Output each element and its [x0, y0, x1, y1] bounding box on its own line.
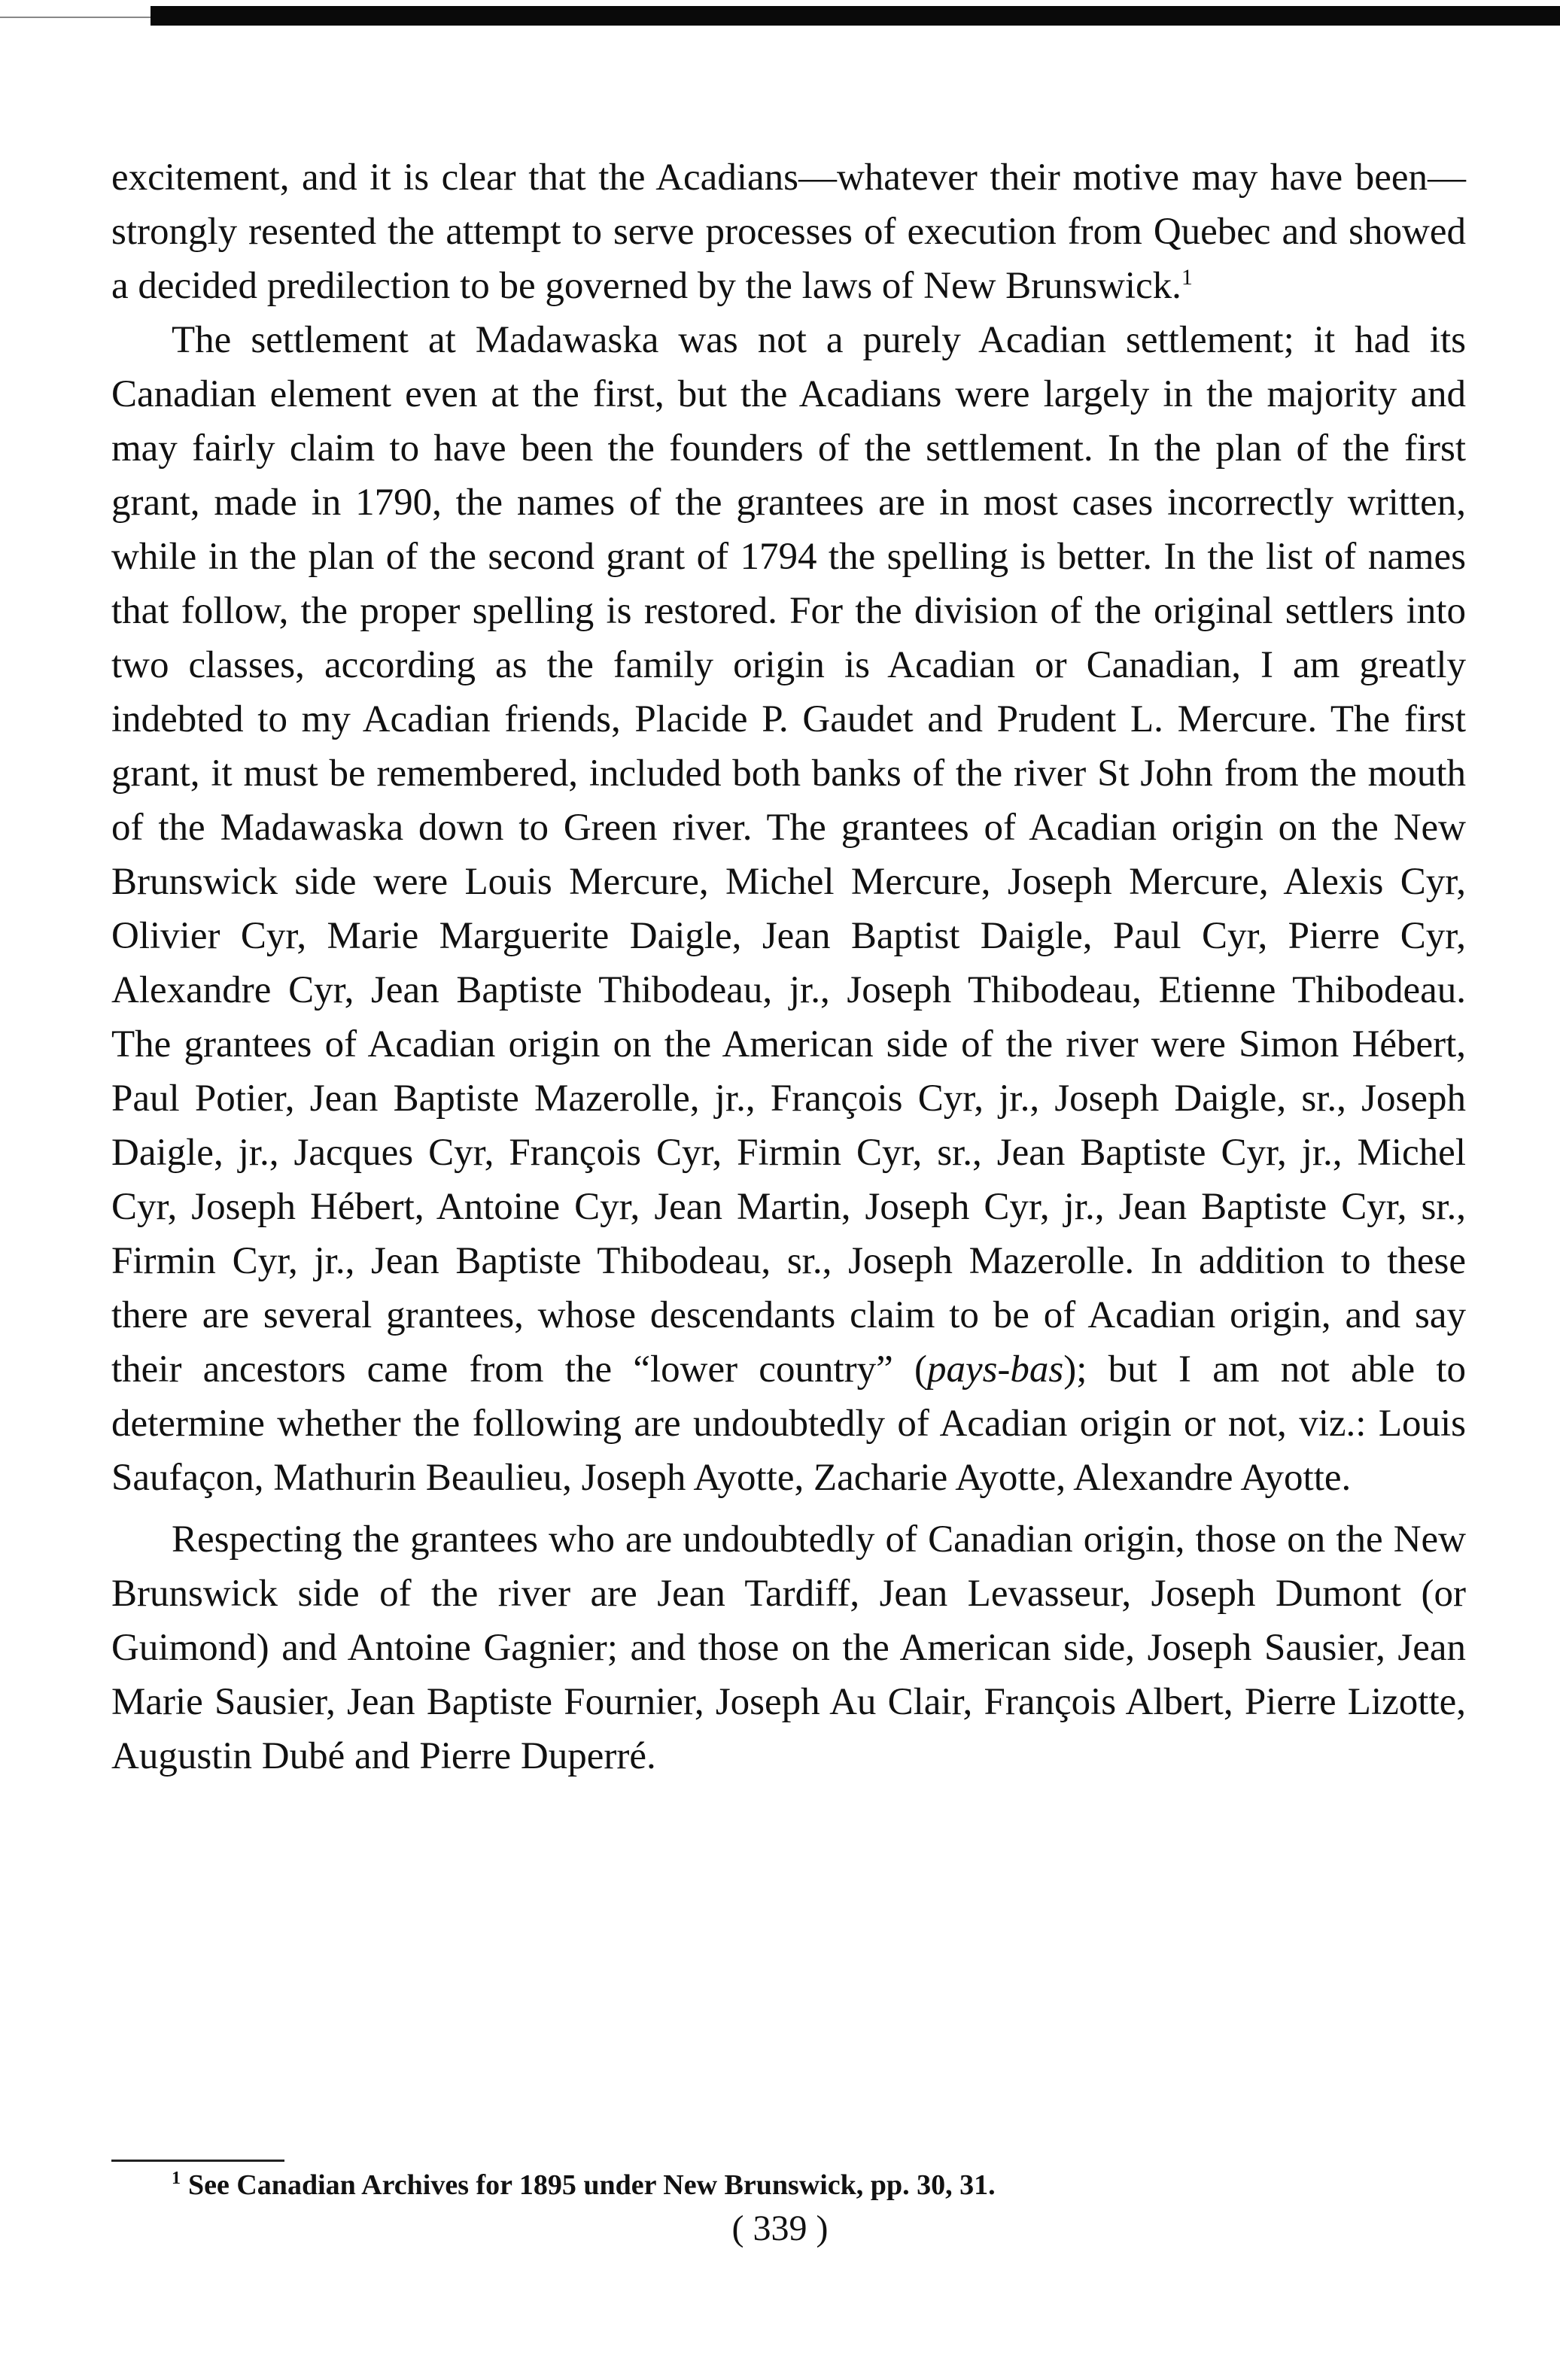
- footnote-marker: 1: [172, 2169, 181, 2189]
- paragraph-1: [111, 150, 1466, 313]
- page-body: [111, 150, 1466, 1783]
- page-number: ( 339 ): [731, 2208, 829, 2248]
- paragraph-3-text: Respecting the grantees who are undoubtedly of Canadian origin, those on the New Brunswick side of the river are Jean Tardiff, Jean Levasseur, Joseph Dumont (or Guimond) and Antoine Gagnier; and those on the American side, Joseph Sausier, Jean Marie Sausier, Jean Baptiste Fournier, Joseph Au Clair, François Albert, Pierre Lizotte, Augustin Dubé and Pierre Duperré.: [111, 1518, 1466, 1777]
- paragraph-3: [111, 1512, 1466, 1783]
- top-border-thin: [0, 17, 166, 18]
- paragraph-1-text: excitement, and it is clear that the Acadians—whatever their motive may have been—strongly resented the attempt to serve processes of execution from Quebec and showed a decided predilection to be governed by the laws of New Brunswick.: [111, 157, 1466, 307]
- paragraph-2-tail: ); but I am not able to determine whether the following are undoubtedly of Acadian origin or not, viz.: Louis Saufaçon, Mathurin Beaulieu, Joseph Ayotte, Zacharie Ayotte, Alexandre Ayotte.: [111, 1348, 1466, 1499]
- footnote: [172, 2166, 1451, 2205]
- paragraph-2-text: The settlement at Madawaska was not a purely Acadian settlement; it had its Canadian element even at the first, but the Acadians were largely in the majority and may fairly claim to have been the founders of the settlement. In the plan of the first grant, made in 1790, the names of the grantees are in most cases incorrectly written, while in the plan of the second grant of 1794 the spelling is better. In the list of names that follow, the proper spelling is restored. For the division of the original settlers into two classes, according as the family origin is Acadian or Canadian, I am greatly indebted to my Acadian friends, Placide P. Gaudet and Prudent L. Mercure. The first grant, it must be remembered, included both banks of the river St John from the mouth of the Madawaska down to Green river. The grantees of Acadian origin on the New Brunswick side were Louis Mercure, Michel Mercure, Joseph Mercure, Alexis Cyr, Olivier Cyr, Marie Marguerite Daigle, Jean Baptist Daigle, Paul Cyr, Pierre Cyr, Alexandre Cyr, Jean Baptiste Thibodeau, jr., Joseph Thibodeau, Etienne Thibodeau. The grantees of Acadian origin on the American side of the river were Simon Hébert, Paul Potier, Jean Baptiste Mazerolle, jr., François Cyr, jr., Joseph Daigle, sr., Joseph Daigle, jr., Jacques Cyr, François Cyr, Firmin Cyr, sr., Jean Baptiste Cyr, jr., Michel Cyr, Joseph Hébert, Antoine Cyr, Jean Martin, Joseph Cyr, jr., Jean Baptiste Cyr, sr., Firmin Cyr, jr., Jean Baptiste Thibodeau, sr., Joseph Mazerolle. In addition to these there are several grantees, whose descendants claim to be of Acadian origin, and say their ancestors came from the “lower country” (: [111, 319, 1466, 1391]
- top-border-bar: [151, 6, 1560, 26]
- footnote-text: See Canadian Archives for 1895 under New Brunswick, pp. 30, 31.: [188, 2169, 996, 2201]
- footnote-reference: 1: [1181, 265, 1193, 290]
- paragraph-2: [111, 313, 1466, 1505]
- paragraph-2-italic: pays-bas: [926, 1348, 1064, 1391]
- footnote-divider: [111, 2160, 284, 2162]
